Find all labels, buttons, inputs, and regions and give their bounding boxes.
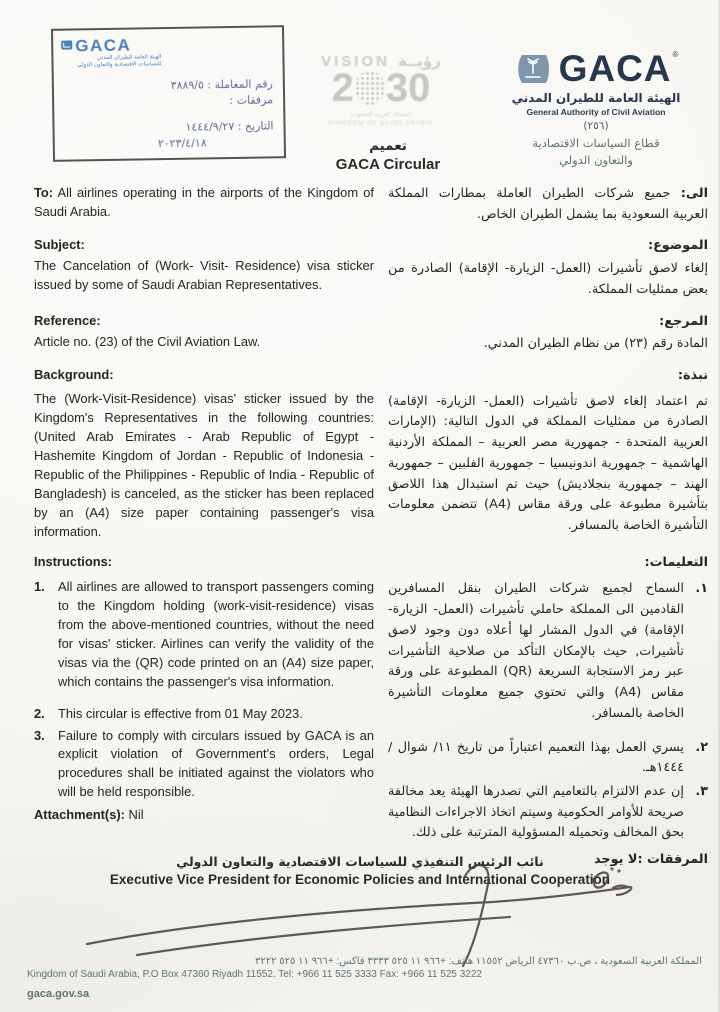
title-arabic: تعميم — [369, 138, 407, 154]
stamp-flag-icon — [61, 41, 72, 50]
vision-subtitle-ar: المملكة العربية السعودية — [350, 111, 412, 118]
vision-emblem-icon — [355, 71, 385, 105]
stamp-attachments-label: مرفقات : — [229, 93, 274, 108]
gaca-header-logo — [485, 50, 707, 168]
signatory-block — [0, 854, 720, 887]
subject-section-arabic: الموضوع: إلغاء لاصق تأشيرات (العمل- الزيارة- الإقامة) الصادرة من بعض ممثليات المملكة. — [388, 238, 708, 297]
stamp-brand-text: GACA — [75, 35, 132, 56]
vision-word-en: VISION — [321, 53, 390, 70]
vision-word-ar: رؤيــة — [397, 52, 441, 70]
vision-subtitle-en: KINGDOM OF SAUDI ARABIA — [328, 120, 434, 127]
footer-contact-arabic: المملكة العربية السعودية ، ص.ب ٤٧٣٦٠ الرياض ١١٥٥٢ هاتف: +٩٦٦ ١١ ٥٢٥ ٣٣٣٣ فاكس: +٩٦٦ ١١ ٥٢٥ ٣٢٢٢ — [254, 956, 702, 967]
stamp-date-hijri: التاريخ : ١٤٤٤/٩/٢٧ — [185, 119, 274, 134]
background-section-english: Background: The (Work-Visit-Residence) visas' sticker issued by the Kingdom's Representatives in the following countries: (United Arab Emirates - Arab Republic of Egypt - Hashemite Kingdom of Jordan - Republic of Indonesia - Republic of the Philippines - Republic of India - Republic of Bangladesh) is canceled, as the sticker has been replaced by an (A4) size paper containing passenger's visa information. — [34, 367, 374, 539]
document-footer — [27, 956, 702, 1000]
document-title — [288, 138, 488, 173]
footer-website: gaca.gov.sa — [27, 988, 90, 1000]
authority-name-arabic: الهيئة العامة للطيران المدني — [511, 91, 681, 105]
saudi-flag-icon — [514, 53, 552, 85]
instructions-section-english: Instructions: 1. All airlines are allowed to transport passengers coming to the Kingdom holding (work-visit-residence) visas from the above-mentioned countries, without the need for visas' sticker. Airlines can verify the validity of the visas via the (QR) code printed on an (A4) size paper, which contains the passenger's visa information. 2. This circular is effective from 01 May 2023. 3. Failure to comply with circulars issued by GACA is an explicit violation of Government's orders, Legal procedures shall be initiated against the violators who will be held responsible. Attachment(s): Nil — [34, 553, 374, 871]
instruction-item: 1. All airlines are allowed to transport passengers coming to the Kingdom holding (work-visit-residence) visas from the above-mentioned countries, without the need for visas' sticker. Airlines can verify the validity of the visas via the (QR) code printed on an (A4) size paper, which contains the passenger's visa information. — [34, 578, 374, 689]
document-body — [34, 184, 708, 882]
vision-2030-logo: VISION رؤيــة 2 30 المملكة العربية السعودية KINGDOM OF SAUDI ARABIA — [296, 52, 466, 129]
signatory-title-arabic: نائب الرئيس التنفيذي للسياسات الاقتصادية والتعاون الدولي — [176, 854, 544, 869]
reference-section-english: Reference: Article no. (23) of the Civil Aviation Law. — [34, 312, 261, 349]
instruction-item: ٣. إن عدم الالتزام بالتعاميم التي تصدرها الهيئة يعد مخالفة صريحة للأوامر الحكومية وسيتم اتخاذ الاجراءات النظامية بحق المخالف وتحميله المسؤولية المترتبة على ذلك. — [388, 783, 708, 841]
title-english: GACA Circular — [335, 156, 441, 173]
subject-section-english: Subject: The Cancelation of (Work- Visit- Residence) visa sticker issued by some of Saudi Arabian Representatives. — [34, 237, 374, 293]
instruction-item: ٢. يسري العمل بهذا التعميم اعتباراً من تاريخ ١١/ شوال /١٤٤٤هـ. — [388, 739, 708, 776]
instruction-item: 3. Failure to comply with circulars issued by GACA is an explicit violation of Government's orders, Legal procedures shall be initiated against the violators who will be held responsible. — [34, 727, 374, 800]
authority-name-english: General Authority of Civil Aviation — [526, 107, 666, 117]
footer-contact-english: Kingdom of Saudi Arabia, P.O Box 47360 Riyadh 11552. Tel: +966 11 525 3333 Fax: +966 11 525 3222 — [27, 969, 482, 980]
attachments-arabic: المرفقات :لا يوجد — [594, 852, 708, 868]
attachments-english: Attachment(s): Nil — [34, 807, 144, 823]
signatory-title-english: Executive Vice President for Economic Policies and International Cooperation — [109, 872, 611, 887]
instructions-section-arabic: التعليمات: ١. السماح لجميع شركات الطيران بنقل المسافرين القادمين الى المملكة حاملي تأشيرات (العمل- الزيارة- الإقامة) في الدول المشار لها أعلاه دون وجود لاصق تأشيرات, حيث بالإمكان التأكد من صلاحية التأشيرات عبر رمز الاستجابة السريعة (QR) المطبوعة على ورقة مقاس (A4) والتي تحتوي جميع معلومات التأشيرة الخاصة بالمسافر. ٢. يسري العمل بهذا التعميم اعتباراً من تاريخ ١١/ شوال /١٤٤٤هـ. ٣. إن عدم الالتزام بالتعاميم التي تصدرها الهيئة يعد مخالفة صريحة للأوامر الحكومية وسيتم اتخاذ الاجراءات النظامية بحق المخالف وتحميله المسؤولية المترتبة على ذلك. المرفقات :لا يوجد — [388, 553, 708, 871]
registered-mark: ® — [672, 50, 679, 59]
to-section-arabic: الى: جميع شركات الطيران العاملة بمطارات المملكة العربية السعودية بما يشمل الطيران الخاص. — [388, 186, 708, 222]
gaca-brand-text: GACA — [558, 48, 672, 89]
instruction-item: ١. السماح لجميع شركات الطيران بنقل المسافرين القادمين الى المملكة حاملي تأشيرات (العمل- الزيارة- الإقامة) في الدول المشار لها أعلاه دون وجود لاصق تأشيرات, حيث بالإمكان التأكد من صلاحية التأشيرات عبر رمز الاستجابة السريعة (QR) المطبوعة على ورقة مقاس (A4) والتي تحتوي جميع معلومات التأشيرة الخاصة بالمسافر. — [388, 581, 708, 721]
stamp-transaction-number: رقم المعاملة : ٣٨٨٩/٥ — [170, 77, 273, 92]
instruction-item: 2. This circular is effective from 01 May 2023. — [34, 705, 303, 721]
stamp-date-gregorian: ٢٠٢٣/٤/١٨ — [157, 136, 207, 151]
registry-stamp-box — [51, 25, 286, 162]
sector-name: قطاع السياسات الاقتصادية والتعاون الدولي — [532, 136, 660, 167]
reference-section-arabic: المرجع: المادة رقم (٢٣) من نظام الطيران المدني. — [483, 313, 708, 352]
background-section-arabic: نبذة: تم اعتماد إلغاء لاصق تأشيرات (العمل- الزيارة- الإقامة) الصادرة من ممثليات المملكة في الدول التالية: (الإمارات العربية المتحدة - جمهورية مصر العربية – المملكة الأردنية الهاشمية – جمهورية اندونيسيا – جمهورية الفلبين – جمهورية الهند – جمهورية بنجلاديش) حيث تم استبدال هذا اللاصق بتأشيرة مطبوعة على ورقة مقاس (A4) تتضمن معلومات التأشيرة الخاصة بالمسافر. — [388, 368, 708, 534]
circular-number: (٢٥٦) — [583, 120, 609, 132]
stamp-brand-subtitle: الهيئة العامة للطيران المدني للسياسات الاقتصادية والتعاون الدولي — [77, 54, 162, 69]
stamp-gaca-logo — [61, 34, 272, 69]
to-section-english: To: All airlines operating in the airports of the Kingdom of Saudi Arabia. — [34, 185, 374, 219]
